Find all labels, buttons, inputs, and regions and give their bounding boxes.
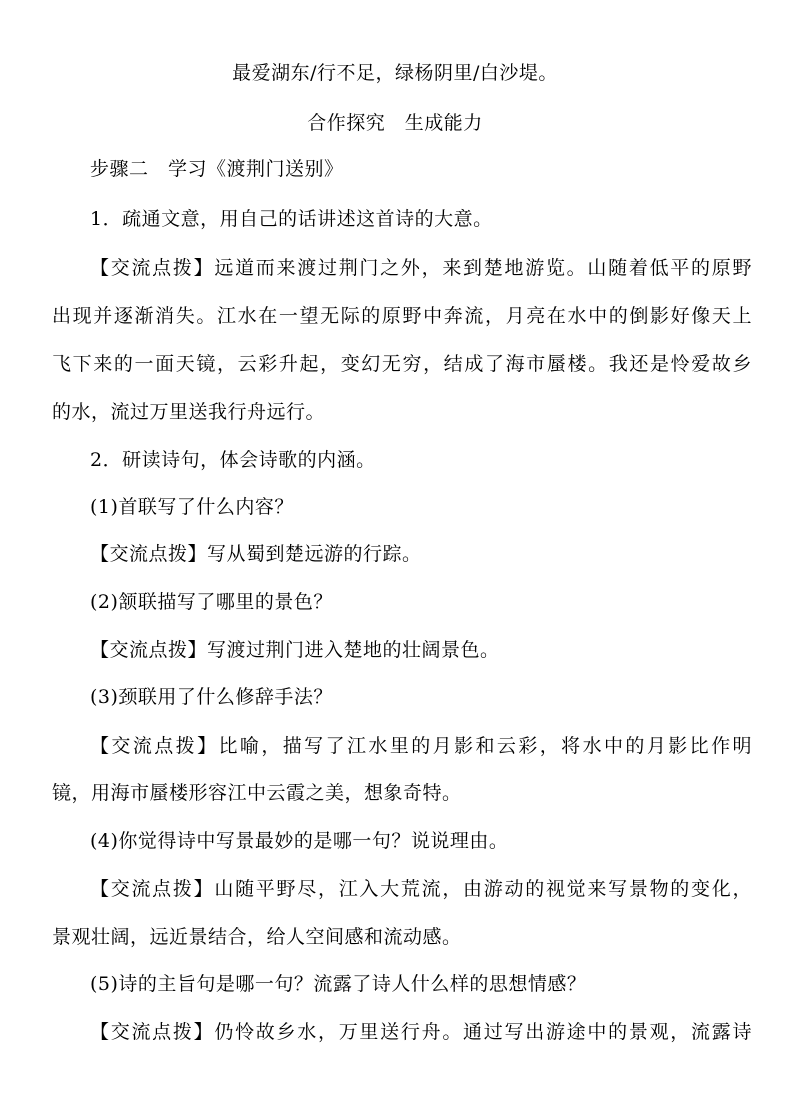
sub-answer-3-line-1: 【交流点拨】比喻，描写了江水里的月影和云彩，将水中的月影比作明 <box>90 735 752 757</box>
answer-1-line-2: 出现并逐渐消失。江水在一望无际的原野中奔流，月亮在水中的倒影好像天上 <box>52 305 752 327</box>
sub-answer-1: 【交流点拨】写从蜀到楚远游的行踪。 <box>90 543 422 565</box>
answer-1-line-4: 的水，流过万里送我行舟远行。 <box>52 401 326 423</box>
sub-answer-4-line-1: 【交流点拨】山随平野尽，江入大荒流，由游动的视觉来写景物的变化， <box>90 878 752 900</box>
answer-1-line-1: 【交流点拨】远道而来渡过荆门之外，来到楚地游览。山随着低平的原野 <box>90 257 752 279</box>
sub-question-4: (4)你觉得诗中写景最妙的是哪一句？说说理由。 <box>90 830 509 852</box>
sub-question-5: (5)诗的主旨句是哪一句？流露了诗人什么样的思想情感？ <box>90 973 587 995</box>
sub-question-3: (3)颈联用了什么修辞手法？ <box>90 686 333 708</box>
verse-line: 最爱湖东/行不足，绿杨阴里/白沙堤。 <box>232 62 558 84</box>
question-1: 1．疏通文意，用自己的话讲述这首诗的大意。 <box>90 208 493 230</box>
step-heading: 步骤二 学习《渡荆门送别》 <box>90 158 344 180</box>
sub-answer-4-line-2: 景观壮阔，远近景结合，给人空间感和流动感。 <box>52 926 462 948</box>
section-title: 合作探究 生成能力 <box>307 112 483 134</box>
answer-1-line-3: 飞下来的一面天镜，云彩升起，变幻无穷，结成了海市蜃楼。我还是怜爱故乡 <box>52 353 752 375</box>
sub-question-1: (1)首联写了什么内容？ <box>90 496 294 518</box>
sub-answer-3-line-2: 镜，用海市蜃楼形容江中云霞之美，想象奇特。 <box>52 782 462 804</box>
question-2: 2．研读诗句，体会诗歌的内涵。 <box>90 449 376 471</box>
sub-question-2: (2)颔联描写了哪里的景色？ <box>90 591 333 613</box>
sub-answer-2: 【交流点拨】写渡过荆门进入楚地的壮阔景色。 <box>90 639 500 661</box>
sub-answer-5-line-1: 【交流点拨】仍怜故乡水，万里送行舟。通过写出游途中的景观，流露诗 <box>90 1021 752 1043</box>
